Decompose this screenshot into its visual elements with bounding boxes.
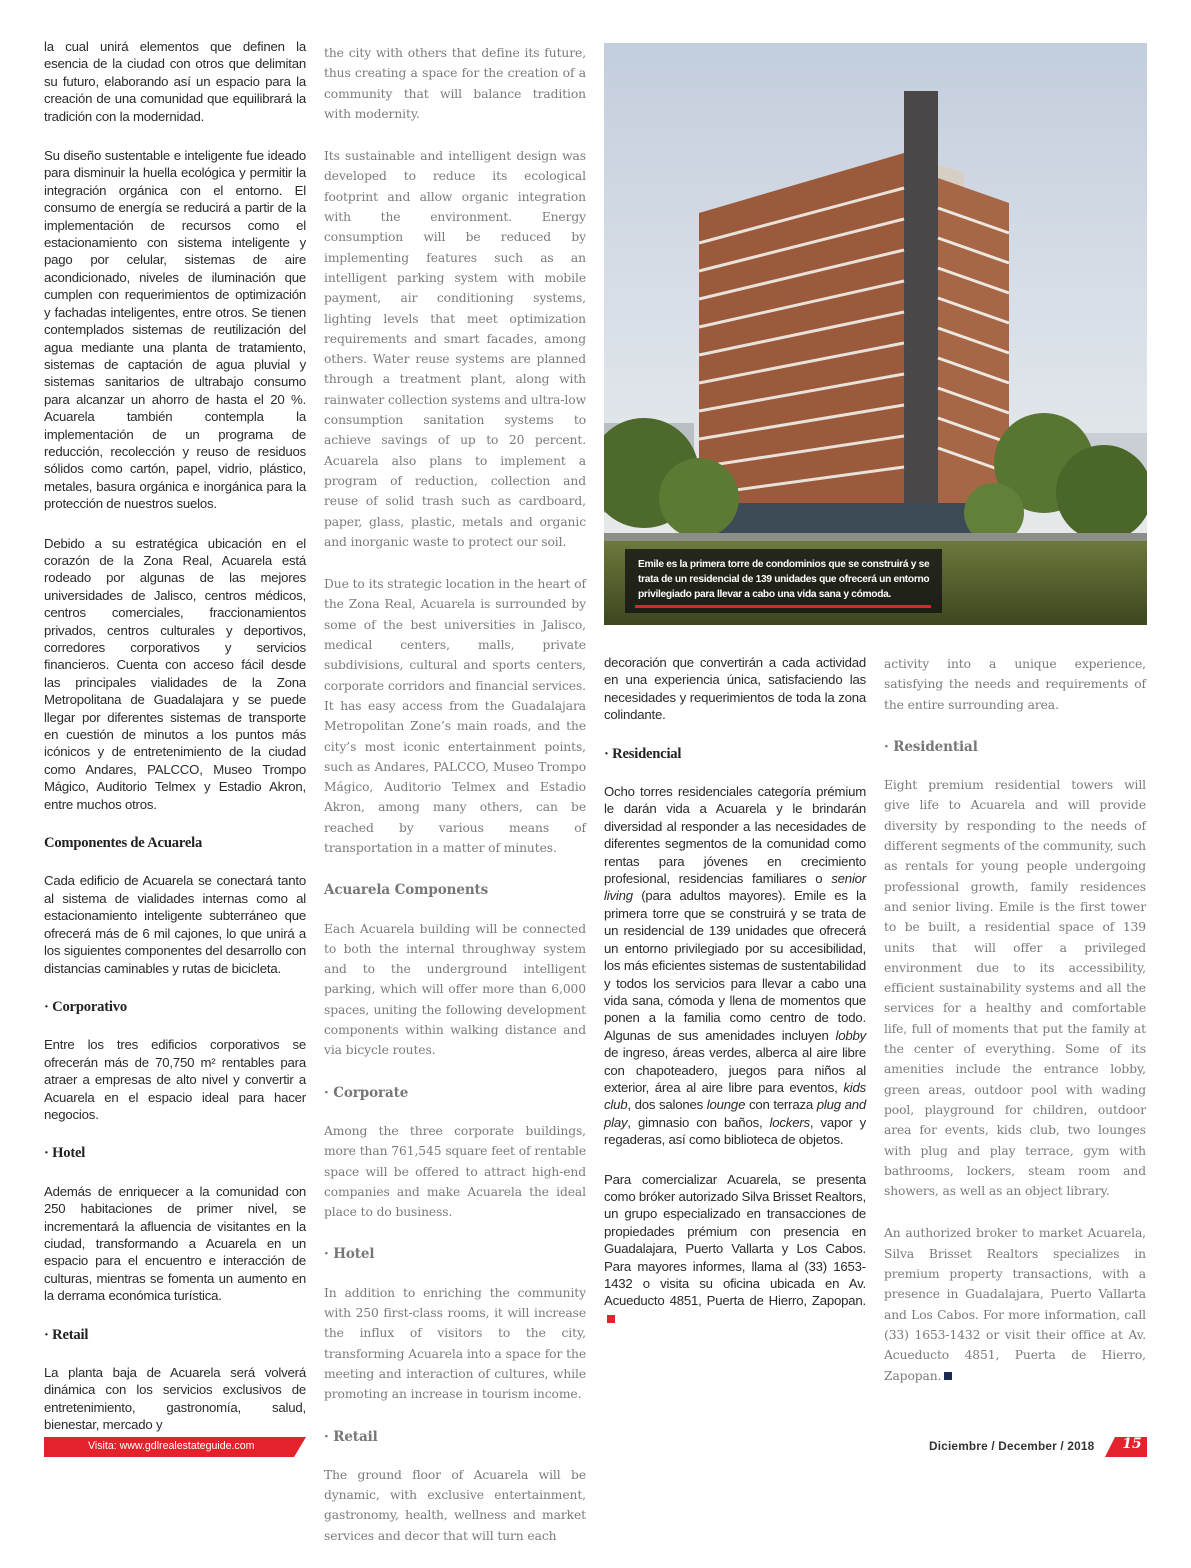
section-heading: · Retail (324, 1428, 378, 1445)
english-column-left (324, 43, 586, 1568)
section-heading: · Hotel (44, 1145, 86, 1162)
paragraph (884, 1223, 1146, 1385)
text-run: con terraza (745, 1097, 817, 1113)
end-mark-icon (607, 1315, 615, 1323)
text-run: , gimnasio con baños, (627, 1114, 770, 1130)
end-mark-icon (944, 1372, 952, 1380)
paragraph: Cada edificio de Acuarela se conectará tanto al sistema de vialidades internas como al estacionamiento inteligente subterráneo que ofrecerá más de 6 mil cajones, lo que unirá a los siguientes componentes del desarrollo con distancias caminables y rutas de bicicleta. (44, 873, 306, 976)
paragraph: Además de enriquecer a la comunidad con 250 habitaciones de primer nivel, se incrementará la afluencia de visitantes en la ciudad, transformando a Acuarela en un espacio para el encuentro e interacción de culturas, mientras se fomenta un aumento en la derrama económica turística. (44, 1183, 306, 1304)
spanish-column-right (604, 654, 866, 1349)
building-illustration (604, 43, 1147, 625)
section-heading: · Residencial (604, 745, 682, 762)
text-run: de ingreso, áreas verdes, alberca al aire libre con chapoteadero, juegos para niños al exterior, área al aire libre para eventos, (604, 1045, 866, 1095)
text-run: An authorized broker to market Acuarela, Silva Brisset Realtors specializes in premium property transactions, with a presence in Guadalajara, Puerto Vallarta and Los Cabos. For more information, call (33) 1653-1432 or visit their office at Av. Acueducto 4851, Puerta de Hierro, Zapopan. (884, 1226, 1146, 1383)
paragraph-residencial (604, 783, 866, 1149)
paragraph: la cual unirá elementos que definen la esencia de la ciudad con otros que delimitan su futuro, elaborando así un espacio para la creación de una comunidad que equilibrará la tradición con la modernidad. (44, 39, 306, 124)
italic-term: plug and play (604, 1097, 866, 1130)
italic-term: lockers (769, 1114, 810, 1130)
caption-rule (635, 605, 931, 608)
section-heading: · Residential (884, 738, 978, 755)
page-number: 15 (1122, 1436, 1142, 1452)
text-run: Ocho torres residenciales categoría prémium le darán vida a Acuarela y le brindarán diversidad al responder a las necesidades de diferentes segmentos de la comunidad como rentas para jóvenes en crecimiento profesional, residencias familiares o (604, 784, 866, 887)
text-run: (para adultos mayores). Emile es la primera torre que se construirá y se trata de un residencial de 139 unidades que ofrecerá un entorno privilegiado por su accesibilidad, los más eficientes sistemas de sustentabilidad y todos los servicios para llevar a cabo una vida sana, cómoda y llena de momentos que ponen a la familia como centro de todo. Algunas de sus amenidades incluyen (604, 888, 866, 1043)
paragraph (604, 1171, 866, 1328)
text-run: , vapor y regaderas, así como biblioteca de objetos. (604, 1114, 866, 1148)
paragraph: decoración que convertirán a cada actividad en una experiencia única, satisfaciendo las necesidades y requerimientos de toda la zona colindante. (604, 655, 866, 723)
spanish-column-left (44, 38, 306, 1456)
section-heading: · Hotel (324, 1246, 375, 1263)
text-run: , dos salones (627, 1097, 707, 1113)
footer-website[interactable]: Visita: www.gdlrealestateguide.com (88, 1440, 255, 1452)
section-heading: · Corporativo (44, 998, 127, 1015)
paragraph: La planta baja de Acuarela será volverá dinámica con los servicios exclusivos de entretenimiento, gastronomía, salud, bienestar, mercado y (44, 1365, 306, 1433)
photo-caption (625, 549, 942, 613)
paragraph: The ground floor of Acuarela will be dynamic, with exclusive entertainment, gastronomy, health, wellness and market services and decor that will turn each (324, 1467, 586, 1543)
paragraph: Entre los tres edificios corporativos se ofrecerán más de 70,750 m² rentables para atraer a empresas de alto nivel y convertir a Acuarela en el espacio ideal para hacer negocios. (44, 1037, 306, 1122)
section-heading: Acuarela Components (324, 882, 489, 899)
paragraph: Su diseño sustentable e inteligente fue ideado para disminuir la huella ecológica y permitir la integración orgánica con el entorno. El consumo de energía se reducirá a partir de la implementación de recursos como el estacionamiento con sistema inteligente y pago por celular, sistemas de aire acondicionado, niveles de iluminación que cumplen con requerimientos de optimización y fachadas inteligentes, entre otros. Se tienen contemplados sistemas de reutilización del agua mediante una planta de tratamiento, sistemas de captación de agua pluvial y sistemas sanitarios de ultrabajo consumo para alcanzar un ahorro de hasta el 20 %. Acuarela también contempla la implementación de un programa de reducción, recolección y reuso de residuos sólidos como cartón, papel, vidrio, plástico, metales, basura orgánica e inorgánica para la protección de nuestros suelos. (44, 148, 306, 512)
english-column-right (884, 654, 1146, 1408)
italic-term: lounge (706, 1097, 746, 1113)
italic-term: lobby (835, 1027, 866, 1043)
paragraph: the city with others that define its future, thus creating a space for the creation of a community that will balance tradition with modernity. (324, 46, 586, 121)
paragraph: Due to its strategic location in the heart of the Zona Real, Acuarela is surrounded by some of the best universities in Jalisco, medical centers, malls, private subdivisions, cultural and sports centers, corporate corridors and financial services. It has easy access from the Guadalajara Metropolitan Zone’s main roads, and the city’s most iconic entertainment points, such as Andares, PALCCO, Museo Trompo Mágico, Auditorio Telmex and Estadio Akron, among many others, can be reached by various means of transportation in a matter of minutes. (324, 577, 586, 855)
paragraph: activity into a unique experience, satisfying the needs and requirements of the entire surrounding area. (884, 657, 1146, 712)
text-run: Para comercializar Acuarela, se presenta como bróker autorizado Silva Brisset Realtors, un grupo especializado en transacciones de propiedades prémium con presencia en Guadalajara, Puerto Vallarta y Los Cabos. Para mayores informes, llama al (33) 1653-1432 o visita su oficina ubicada en Av. Acueducto 4851, Puerta de Hierro, Zapopan. (604, 1171, 866, 1309)
section-heading: Componentes de Acuarela (44, 835, 203, 852)
caption-text: Emile es la primera torre de condominios que se construirá y se trata de un residencial de 139 unidades que ofrecerá un entorno privilegiado para llevar a cabo una vida sana y cómoda. (638, 559, 930, 600)
paragraph: Eight premium residential towers will give life to Acuarela and will provide diversity by responding to the needs of different segments of the community, such as rentals for young people undergoing professional growth, family residences and senior living. Emile is the first tower to be built, a residential space of 139 units that will offer a privileged environment due to its accessibility, efficient sustainability systems and all the services for a healthy and comfortable life, full of moments that put the family at the center of everything. Some of its amenities include the entrance lobby, green areas, outdoor pool with wading pool, playground for children, outdoor area for events, kids club, two lounges with plug and play terrace, gym with bathrooms, lockers, steam room and showers, as well as an object library. (884, 778, 1146, 1199)
issue-date: Diciembre / December / 2018 (929, 1439, 1095, 1453)
building-photo (604, 43, 1147, 625)
section-heading: · Retail (44, 1326, 89, 1343)
paragraph: Debido a su estratégica ubicación en el corazón de la Zona Real, Acuarela está rodeado por algunas de las mejores universidades de Jalisco, centros médicos, centros comerciales, fraccionamientos privados, centros culturales y deportivos, corredores corporativos y servicios financieros. Cuenta con acceso fácil desde las principales vialidades de la Zona Metropolitana de Guadalajara y se puede llegar por diferentes sistemas de transporte en cuestión de minutos a los puntos más icónicos y de entretenimiento de la ciudad como Andares, PALCCO, Museo Trompo Mágico, Auditorio Telmex y Estadio Akron, entre muchos otros. (44, 535, 306, 812)
paragraph: Its sustainable and intelligent design was developed to reduce its ecological footprint and allow organic integration with the environment. Energy consumption will be reduced by implementing features such as an intelligent parking system with mobile payment, air conditioning systems, lighting levels that meet optimization requirements and smart facades, among others. Water reuse systems are planned through a treatment plant, along with rainwater collection systems and ultra-low consumption sanitation systems to achieve savings of up to 20 percent. Acuarela also plans to implement a program of reduction, collection and reuse of solid trash such as cardboard, paper, glass, plastic, metals and organic and inorganic waste to protect our soil. (324, 149, 586, 549)
italic-term: senior living (604, 871, 866, 904)
paragraph: In addition to enriching the community with 250 first-class rooms, it will increase the influx of visitors to the city, transforming Acuarela into a space for the meeting and interaction of cultures, while promoting an increase in tourism income. (324, 1285, 586, 1402)
paragraph: Among the three corporate buildings, more than 761,545 square feet of rentable space will be offered to attract high-end companies and make Acuarela the ideal place to do business. (324, 1123, 586, 1220)
section-heading: · Corporate (324, 1084, 409, 1101)
paragraph: Each Acuarela building will be connected to both the internal throughway system and to the underground intelligent parking, which will offer more than 6,000 spaces, uniting the following development components within walking distance and via bicycle routes. (324, 921, 586, 1058)
italic-term: kids club (604, 1079, 866, 1113)
